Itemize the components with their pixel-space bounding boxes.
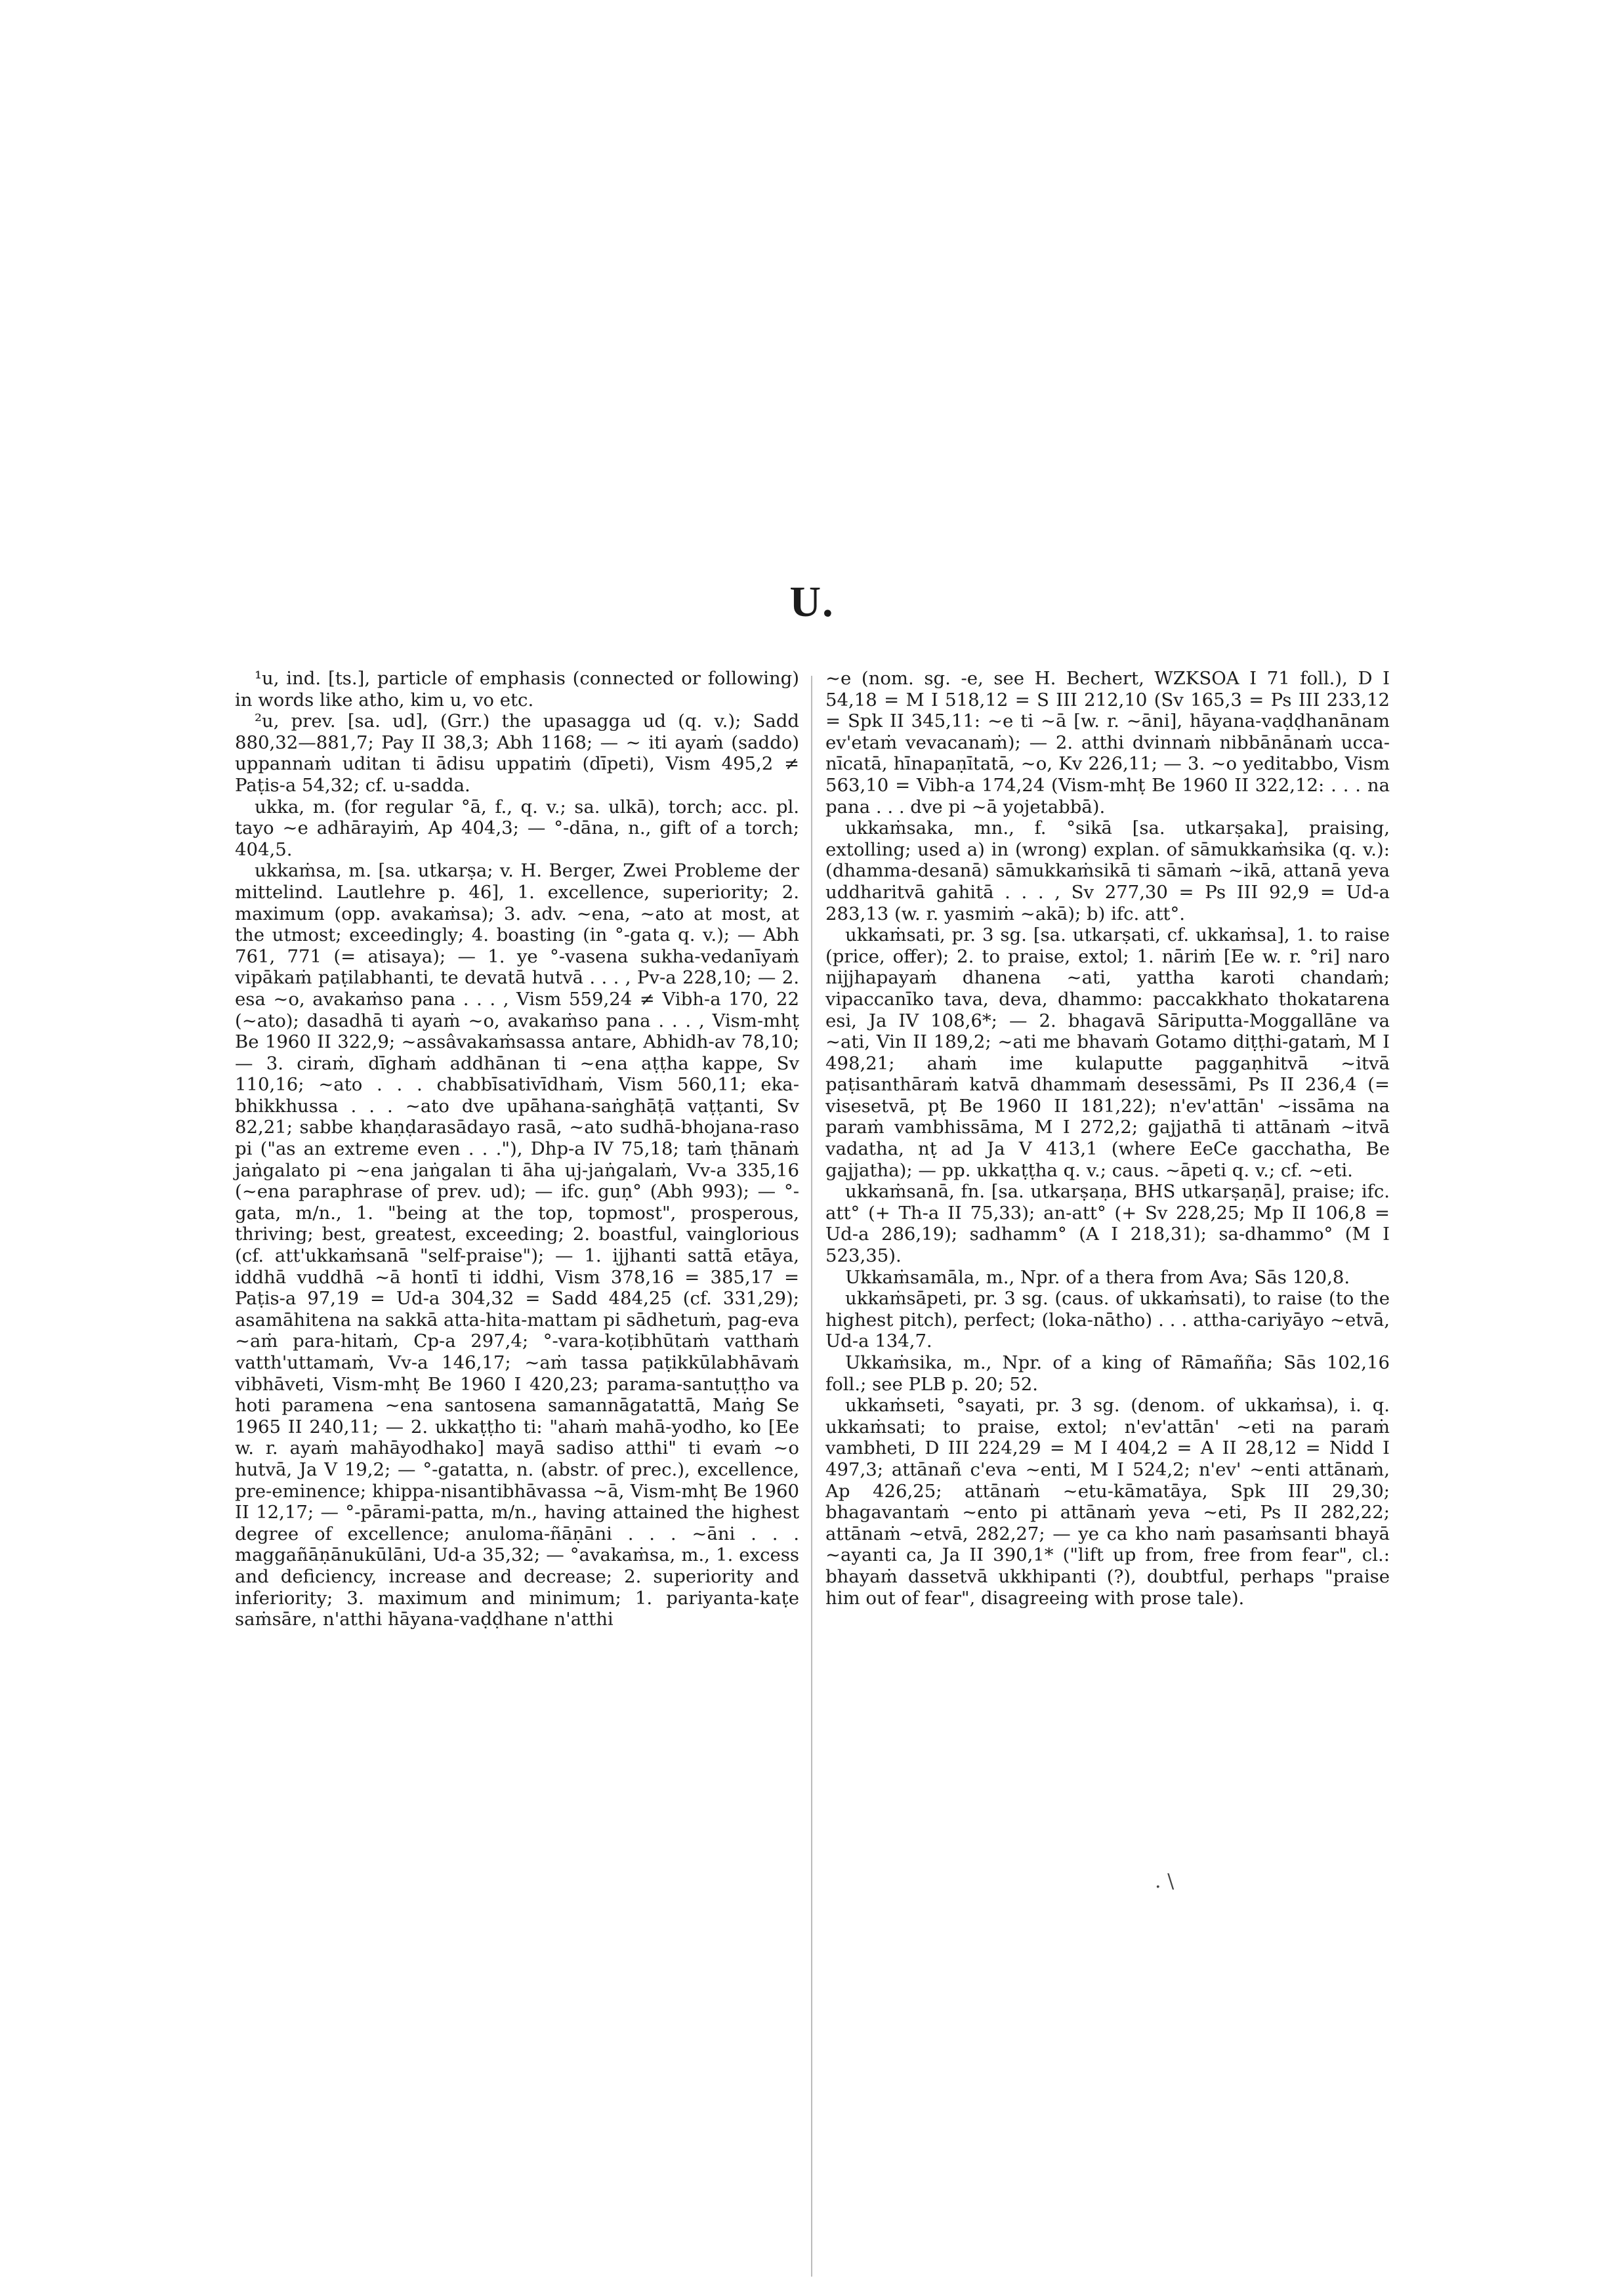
left-column: [235, 668, 799, 1630]
entry-ukkamsa-continued: ~e (nom. sg. -e, see H. Bechert, WZKSOA I 71 foll.), D I 54,18 = M I 518,12 = S III 212,10 (Sv 165,3 = Ps III 233,12 = Spk II 345,11: ~e ti ~ā [w. r. ~āni], hāyana-vaḍḍhanānam ev'etaṁ vevacanaṁ); — 2. atthi dvinnaṁ nibbānānaṁ ucca-nīcatā, hīnapaṇītatā, ~o, Kv 226,11; — 3. ~o yeditabbo, Vism 563,10 = Vibh-a 174,24 (Vism-mhṭ Be 1960 II 322,12: . . . na pana . . . dve pi ~ā yojetabbā).: [825, 668, 1390, 817]
entry-u-particle: ¹u, ind. [ts.], particle of emphasis (connected or following) in words like atho, kim u, vo etc.: [235, 668, 799, 711]
page-heading: U.: [789, 578, 835, 626]
entry-ukkamsaka: ukkaṁsaka, mn., f. °sikā [sa. utkarṣaka], praising, extolling; used a) in (wrong) explan. of sāmukkaṁsika (q. v.): (dhamma-desanā) sāmukkaṁsikā ti sāmaṁ ~ikā, attanā yeva uddharitvā gahitā . . . , Sv 277,30 = Ps III 92,9 = Ud-a 283,13 (w. r. yasmiṁ ~akā); b) ifc. att°.: [825, 817, 1390, 924]
scan-specks: . \: [1155, 1870, 1175, 1893]
entry-ukkamsika: Ukkaṁsika, m., Npr. of a king of Rāmañña; Sās 102,16 foll.; see PLB p. 20; 52.: [825, 1352, 1390, 1395]
column-divider: [811, 676, 812, 2277]
entry-ukkamsa: ukkaṁsa, m. [sa. utkarṣa; v. H. Berger, Zwei Probleme der mittelind. Lautlehre p. 46], 1. excellence, superiority; 2. maximum (opp. avakaṁsa); 3. adv. ~ena, ~ato at most, at the utmost; exceedingly; 4. boasting (in °-gata q. v.); — Abh 761, 771 (= atisaya); — 1. ye °-vasena sukha-vedanīyaṁ vipākaṁ paṭilabhanti, te devatā hutvā . . . , Pv-a 228,10; — 2. esa ~o, avakaṁso pana . . . , Vism 559,24 ≠ Vibh-a 170, 22 (~ato); dasadhā ti ayaṁ ~o, avakaṁso pana . . . , Vism-mhṭ Be 1960 II 322,9; ~assâvakaṁsassa antare, Abhidh-av 78,10; — 3. ciraṁ, dīghaṁ addhānan ti ~ena aṭṭha kappe, Sv 110,16; ~ato . . . chabbīsativīdhaṁ, Vism 560,11; eka-bhikkhussa . . . ~ato dve upāhana-saṅghāṭā vaṭṭanti, Sv 82,21; sabbe khaṇḍarasādayo rasā, ~ato sudhā-bhojana-raso pi ("as an extreme even . . ."), Dhp-a IV 75,18; taṁ ṭhānaṁ jaṅgalato pi ~ena jaṅgalan ti āha uj-jaṅgalaṁ, Vv-a 335,16 (~ena paraphrase of prev. ud); — ifc. guṇ° (Abh 993); — °-gata, m/n., 1. "being at the top, topmost", prosperous, thriving; best, greatest, exceeding; 2. boastful, vainglorious (cf. att'ukkaṁsanā "self-praise"); — 1. ijjhanti sattā etāya, iddhā vuddhā ~ā hontī ti iddhi, Vism 378,16 = 385,17 = Paṭis-a 97,19 = Ud-a 304,32 = Sadd 484,25 (cf. 331,29); asamāhitena na sakkā atta-hita-mattam pi sādhetuṁ, pag-eva ~aṁ para-hitaṁ, Cp-a 297,4; °-vara-koṭibhūtaṁ vatthaṁ vatth'uttamaṁ, Vv-a 146,17; ~aṁ tassa paṭikkūlabhāvaṁ vibhāveti, Vism-mhṭ Be 1960 I 420,23; parama-santuṭṭho va hoti paramena ~ena santosena samannāgatattā, Maṅg Se 1965 II 240,11; — 2. ukkaṭṭho ti: "ahaṁ mahā-yodho, ko [Ee w. r. ayaṁ mahāyodhako] mayā sadiso atthi" ti evaṁ ~o hutvā, Ja V 19,2; — °-gatatta, n. (abstr. of prec.), excellence, pre-eminence; khippa-nisantibhāvassa ~ā, Vism-mhṭ Be 1960 II 12,17; — °-pārami-patta, m/n., having attained the highest degree of excellence; anuloma-ñāṇāni . . . ~āni . . . maggañāṇānukūlāni, Ud-a 35,32; — °avakaṁsa, m., 1. excess and deficiency, increase and decrease; 2. superiority and inferiority; 3. maximum and minimum; 1. pariyanta-kaṭe saṁsāre, n'atthi hāyana-vaḍḍhane n'atthi: [235, 860, 799, 1630]
right-column: [825, 668, 1390, 1609]
entry-ukkamseti: ukkaṁseti, °sayati, pr. 3 sg. (denom. of ukkaṁsa), i. q. ukkaṁsati; to praise, extol; n'ev'attān' ~eti na paraṁ vambheti, D III 224,29 = M I 404,2 = A II 28,12 = Nidd I 497,3; attānañ c'eva ~enti, M I 524,2; n'ev' ~enti attānaṁ, Ap 426,25; attānaṁ ~etu-kāmatāya, Spk III 29,30; bhagavantaṁ ~ento pi attānaṁ yeva ~eti, Ps II 282,22; attānaṁ ~etvā, 282,27; — ye ca kho naṁ pasaṁsanti bhayā ~ayanti ca, Ja II 390,1* ("lift up from, free from fear", cl.: bhayaṁ dassetvā ukkhipanti (?), doubtful, perhaps "praise him out of fear", disagreeing with prose tale).: [825, 1395, 1390, 1609]
entry-ukkamsati: ukkaṁsati, pr. 3 sg. [sa. utkarṣati, cf. ukkaṁsa], 1. to raise (price, offer); 2. to praise, extol; 1. nāriṁ [Ee w. r. °ri] naro nijjhapayaṁ dhanena ~ati, yattha karoti chandaṁ; vipaccanīko tava, deva, dhammo: paccakkhato thokatarena esi, Ja IV 108,6*; — 2. bhagavā Sāriputta-Moggallāne va ~ati, Vin II 189,2; ~ati me bhavaṁ Gotamo diṭṭhi-gataṁ, M I 498,21; ahaṁ ime kulaputte paggaṇhitvā ~itvā paṭisanthāraṁ katvā dhammaṁ desessāmi, Ps II 236,4 (= visesetvā, pṭ Be 1960 II 181,22); n'ev'attān' ~issāma na paraṁ vambhissāma, M I 272,2; gajjathā ti attānaṁ ~itvā vadatha, nṭ ad Ja V 413,1 (where EeCe gacchatha, Be gajjatha); — pp. ukkaṭṭha q. v.; caus. ~āpeti q. v.; cf. ~eti.: [825, 924, 1390, 1181]
entry-ukkamsapeti: ukkaṁsāpeti, pr. 3 sg. (caus. of ukkaṁsati), to raise (to the highest pitch), perfect; (loka-nātho) . . . attha-cariyāyo ~etvā, Ud-a 134,7.: [825, 1288, 1390, 1352]
entry-ukka: ukka, m. (for regular °ā, f., q. v.; sa. ulkā), torch; acc. pl. tayo ~e adhārayiṁ, Ap 404,3; — °-dāna, n., gift of a torch; 404,5.: [235, 796, 799, 860]
entry-ukkamsana: ukkaṁsanā, fn. [sa. utkarṣaṇa, BHS utkarṣaṇā], praise; ifc. att° (+ Th-a II 75,33); an-att° (+ Sv 228,25; Mp II 106,8 = Ud-a 286,19); sadhamm° (A I 218,31); sa-dhammo° (M I 523,35).: [825, 1181, 1390, 1267]
entry-ukkamsamala: Ukkaṁsamāla, m., Npr. of a thera from Ava; Sās 120,8.: [845, 1266, 1350, 1288]
entry-u-preverb: ²u, prev. [sa. ud], (Grr.) the upasagga ud (q. v.); Sadd 880,32—881,7; Pay II 38,3; Abh 1168; — ~ iti ayaṁ (saddo) uppannaṁ uditan ti ādisu uppatiṁ (dīpeti), Vism 495,2 ≠ Paṭis-a 54,32; cf. u-sadda.: [235, 711, 799, 796]
